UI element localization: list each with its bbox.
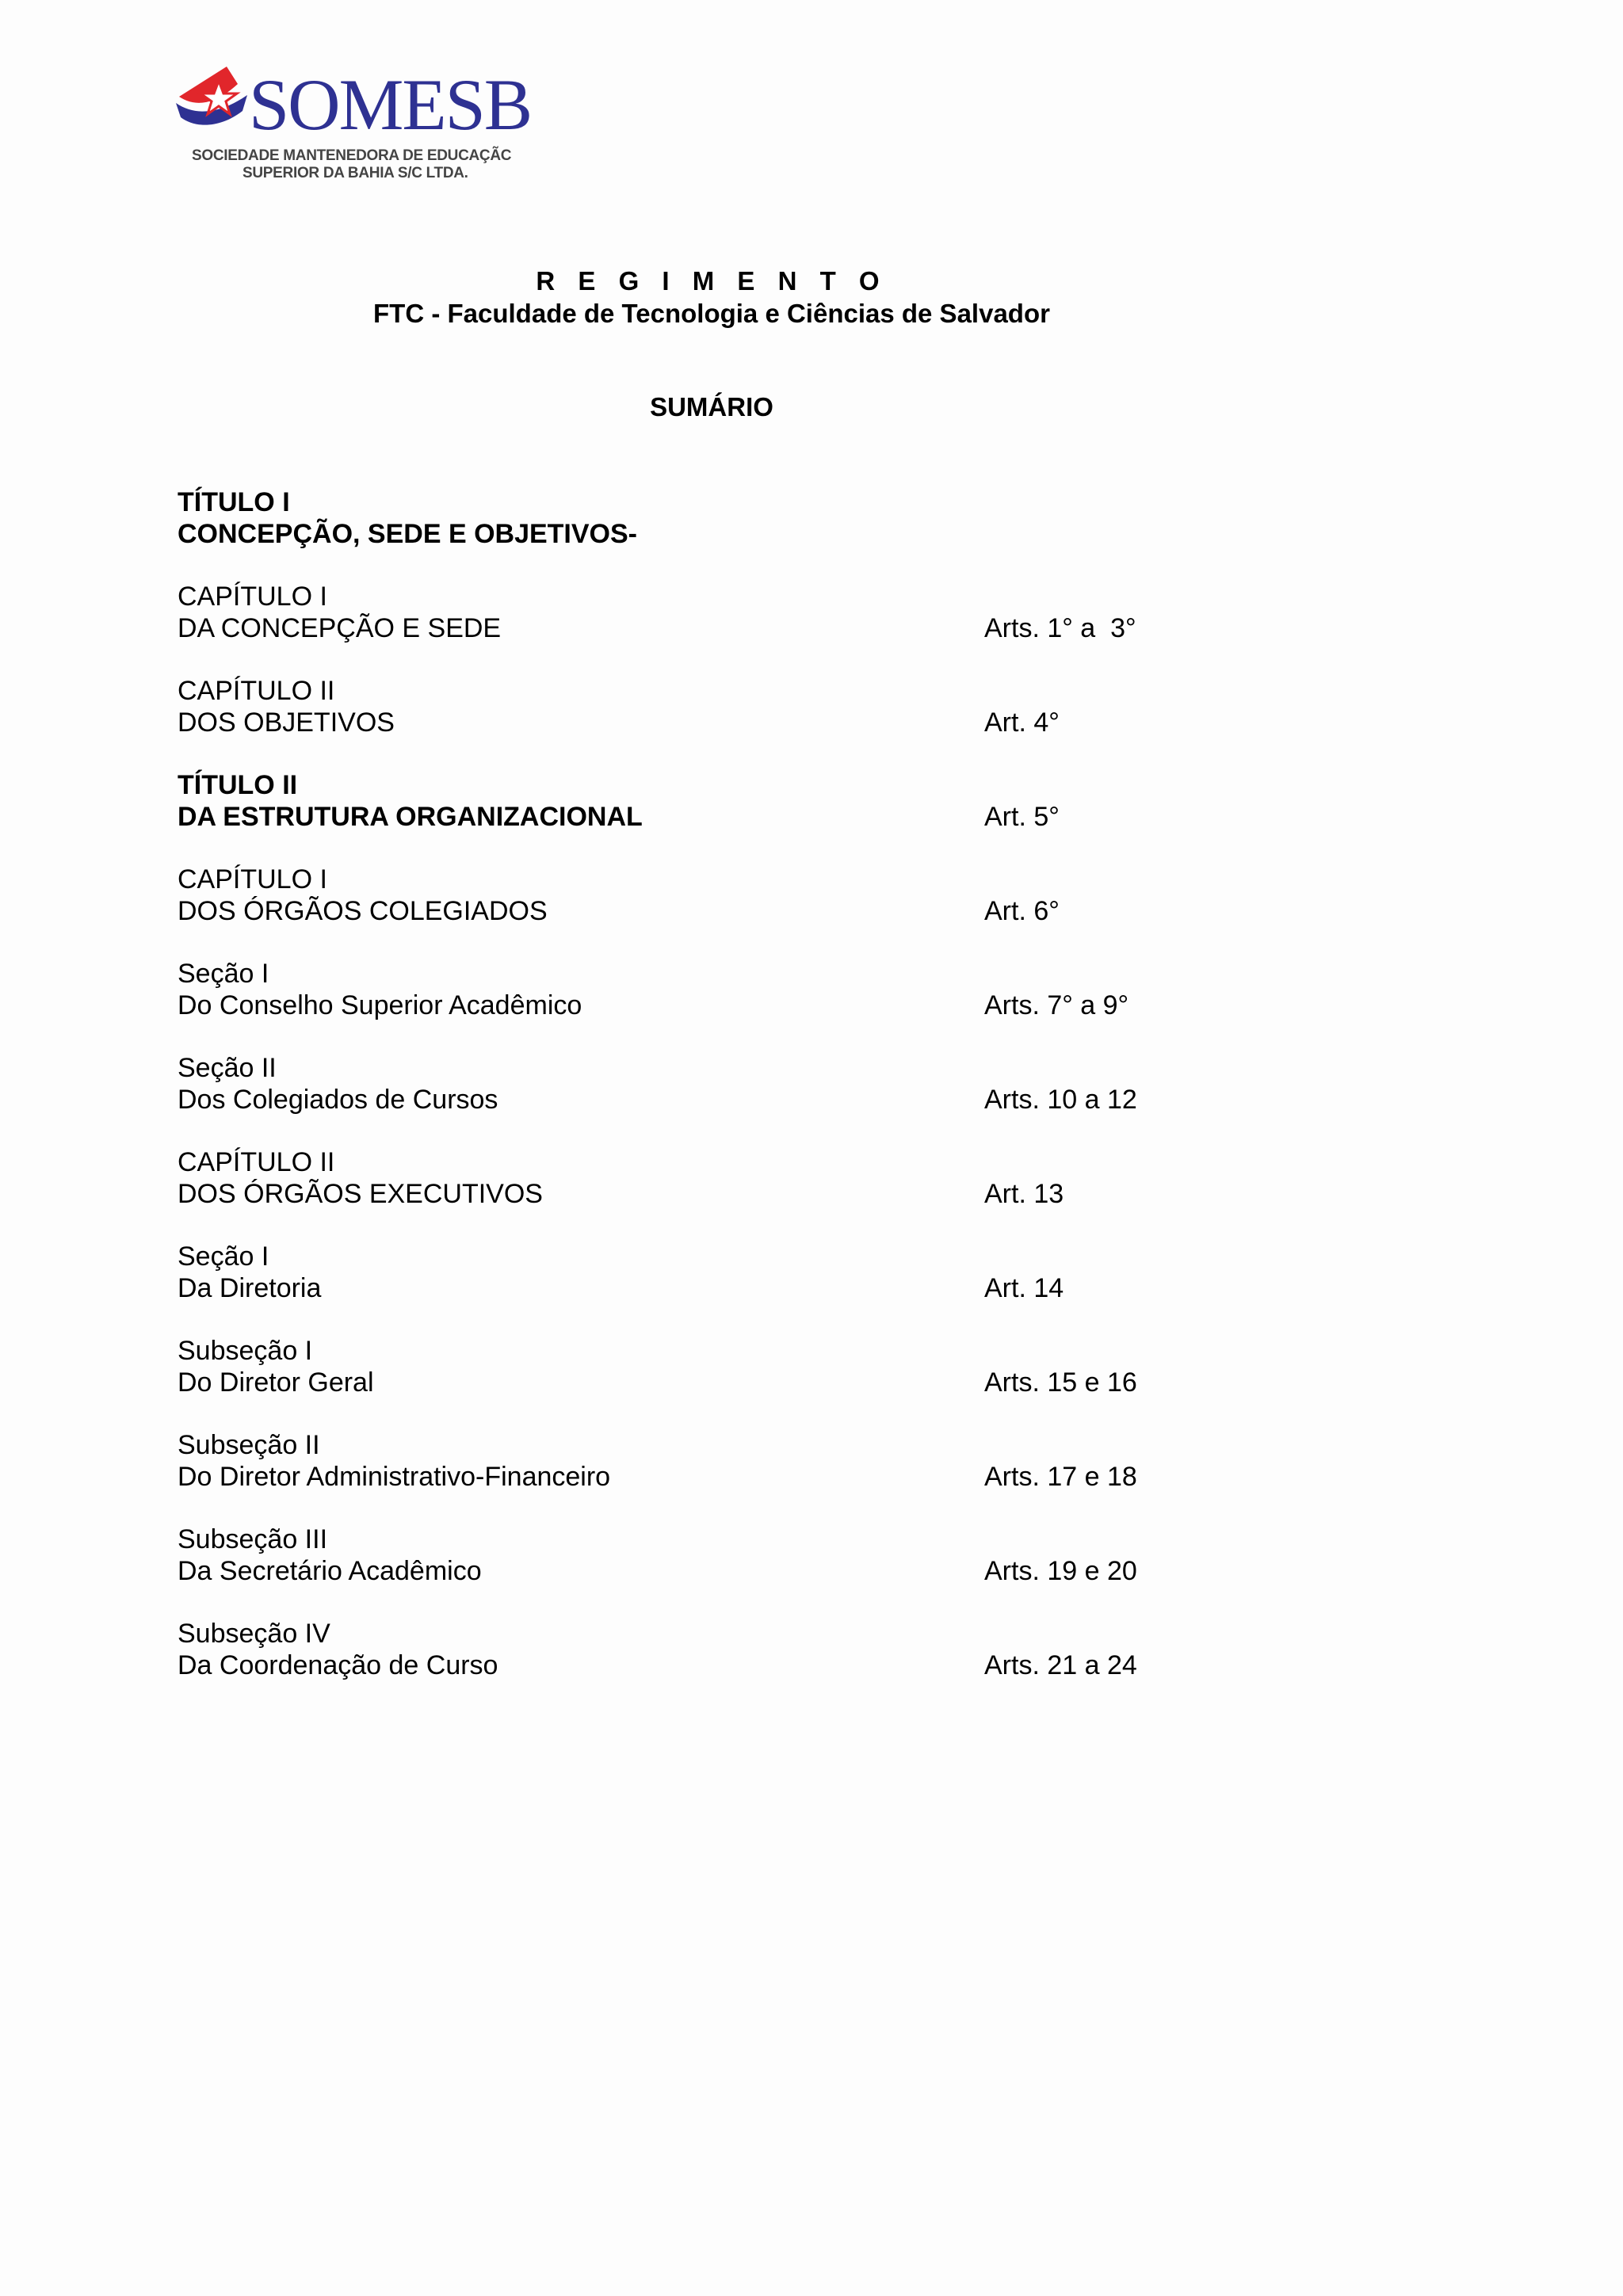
toc-entry xyxy=(178,486,1208,581)
toc-entry-articles: Arts. 19 e 20 xyxy=(984,1556,1137,1586)
toc-entry-articles: Arts. 1° a 3° xyxy=(984,613,1136,643)
toc-entry-heading: Subseção I xyxy=(178,1336,313,1366)
table-of-contents xyxy=(178,486,1208,1712)
toc-entry xyxy=(178,1335,1208,1429)
toc-entry-articles: Art. 5° xyxy=(984,802,1060,832)
toc-entry-articles: Art. 13 xyxy=(984,1179,1064,1209)
summary-heading: SUMÁRIO xyxy=(650,392,773,421)
toc-entry xyxy=(178,864,1208,958)
logo-subtitle-line1: SOCIEDADE MANTENEDORA DE EDUCAÇÃC xyxy=(192,147,512,164)
toc-entry xyxy=(178,1146,1208,1241)
toc-entry-heading: CAPÍTULO I xyxy=(178,582,327,612)
toc-entry-title: Do Conselho Superior Acadêmico xyxy=(178,990,582,1020)
toc-entry-title: Da Diretoria xyxy=(178,1273,322,1303)
toc-entry-title: Da Coordenação de Curso xyxy=(178,1650,498,1680)
toc-entry-heading: CAPÍTULO II xyxy=(178,676,335,706)
toc-entry-heading: Seção II xyxy=(178,1053,277,1083)
document-subtitle: FTC - Faculdade de Tecnologia e Ciências de Salvador xyxy=(373,299,1050,328)
toc-entry-title: DOS OBJETIVOS xyxy=(178,707,395,738)
toc-entry-title: Dos Colegiados de Cursos xyxy=(178,1085,498,1115)
toc-entry xyxy=(178,675,1208,769)
toc-entry-title: DOS ÓRGÃOS EXECUTIVOS xyxy=(178,1179,543,1209)
toc-entry-heading: Subseção III xyxy=(178,1524,328,1554)
toc-entry xyxy=(178,581,1208,675)
toc-entry-heading: Subseção IV xyxy=(178,1619,330,1649)
somesb-logo xyxy=(176,62,540,189)
toc-entry-title: DA CONCEPÇÃO E SEDE xyxy=(178,613,502,643)
toc-entry xyxy=(178,1618,1208,1712)
toc-entry-title: Do Diretor Administrativo-Financeiro xyxy=(178,1462,611,1492)
toc-entry xyxy=(178,1524,1208,1618)
toc-entry-title: Do Diretor Geral xyxy=(178,1367,374,1398)
logo-subtitle-line2: SUPERIOR DA BAHIA S/C LTDA. xyxy=(242,165,468,181)
toc-entry xyxy=(178,958,1208,1052)
toc-entry-title: Da Secretário Acadêmico xyxy=(178,1556,482,1586)
toc-entry-heading: Seção I xyxy=(178,1241,269,1272)
document-title: R E G I M E N T O xyxy=(536,266,888,296)
toc-entry-heading: Subseção II xyxy=(178,1430,320,1460)
toc-entry-articles: Arts. 17 e 18 xyxy=(984,1462,1137,1492)
logo-wordmark: SOMESB xyxy=(249,64,532,145)
toc-entry-articles: Arts. 10 a 12 xyxy=(984,1085,1137,1115)
toc-entry-articles: Art. 4° xyxy=(984,707,1060,738)
toc-entry-articles: Arts. 7° a 9° xyxy=(984,990,1129,1020)
toc-entry-articles: Arts. 15 e 16 xyxy=(984,1367,1137,1398)
toc-entry xyxy=(178,1052,1208,1146)
toc-entry-heading: CAPÍTULO II xyxy=(178,1147,335,1177)
toc-entry xyxy=(178,1241,1208,1335)
toc-entry-heading: CAPÍTULO I xyxy=(178,864,327,894)
toc-entry-heading: TÍTULO II xyxy=(178,770,298,800)
toc-entry-articles: Art. 6° xyxy=(984,896,1060,926)
toc-entry xyxy=(178,1429,1208,1524)
toc-entry xyxy=(178,769,1208,864)
toc-entry-title: CONCEPÇÃO, SEDE E OBJETIVOS- xyxy=(178,519,637,549)
toc-entry-heading: Seção I xyxy=(178,959,269,989)
toc-entry-articles: Art. 14 xyxy=(984,1273,1064,1303)
toc-entry-articles: Arts. 21 a 24 xyxy=(984,1650,1137,1680)
toc-entry-title: DOS ÓRGÃOS COLEGIADOS xyxy=(178,896,548,926)
toc-entry-title: DA ESTRUTURA ORGANIZACIONAL xyxy=(178,802,643,832)
toc-entry-heading: TÍTULO I xyxy=(178,487,290,517)
